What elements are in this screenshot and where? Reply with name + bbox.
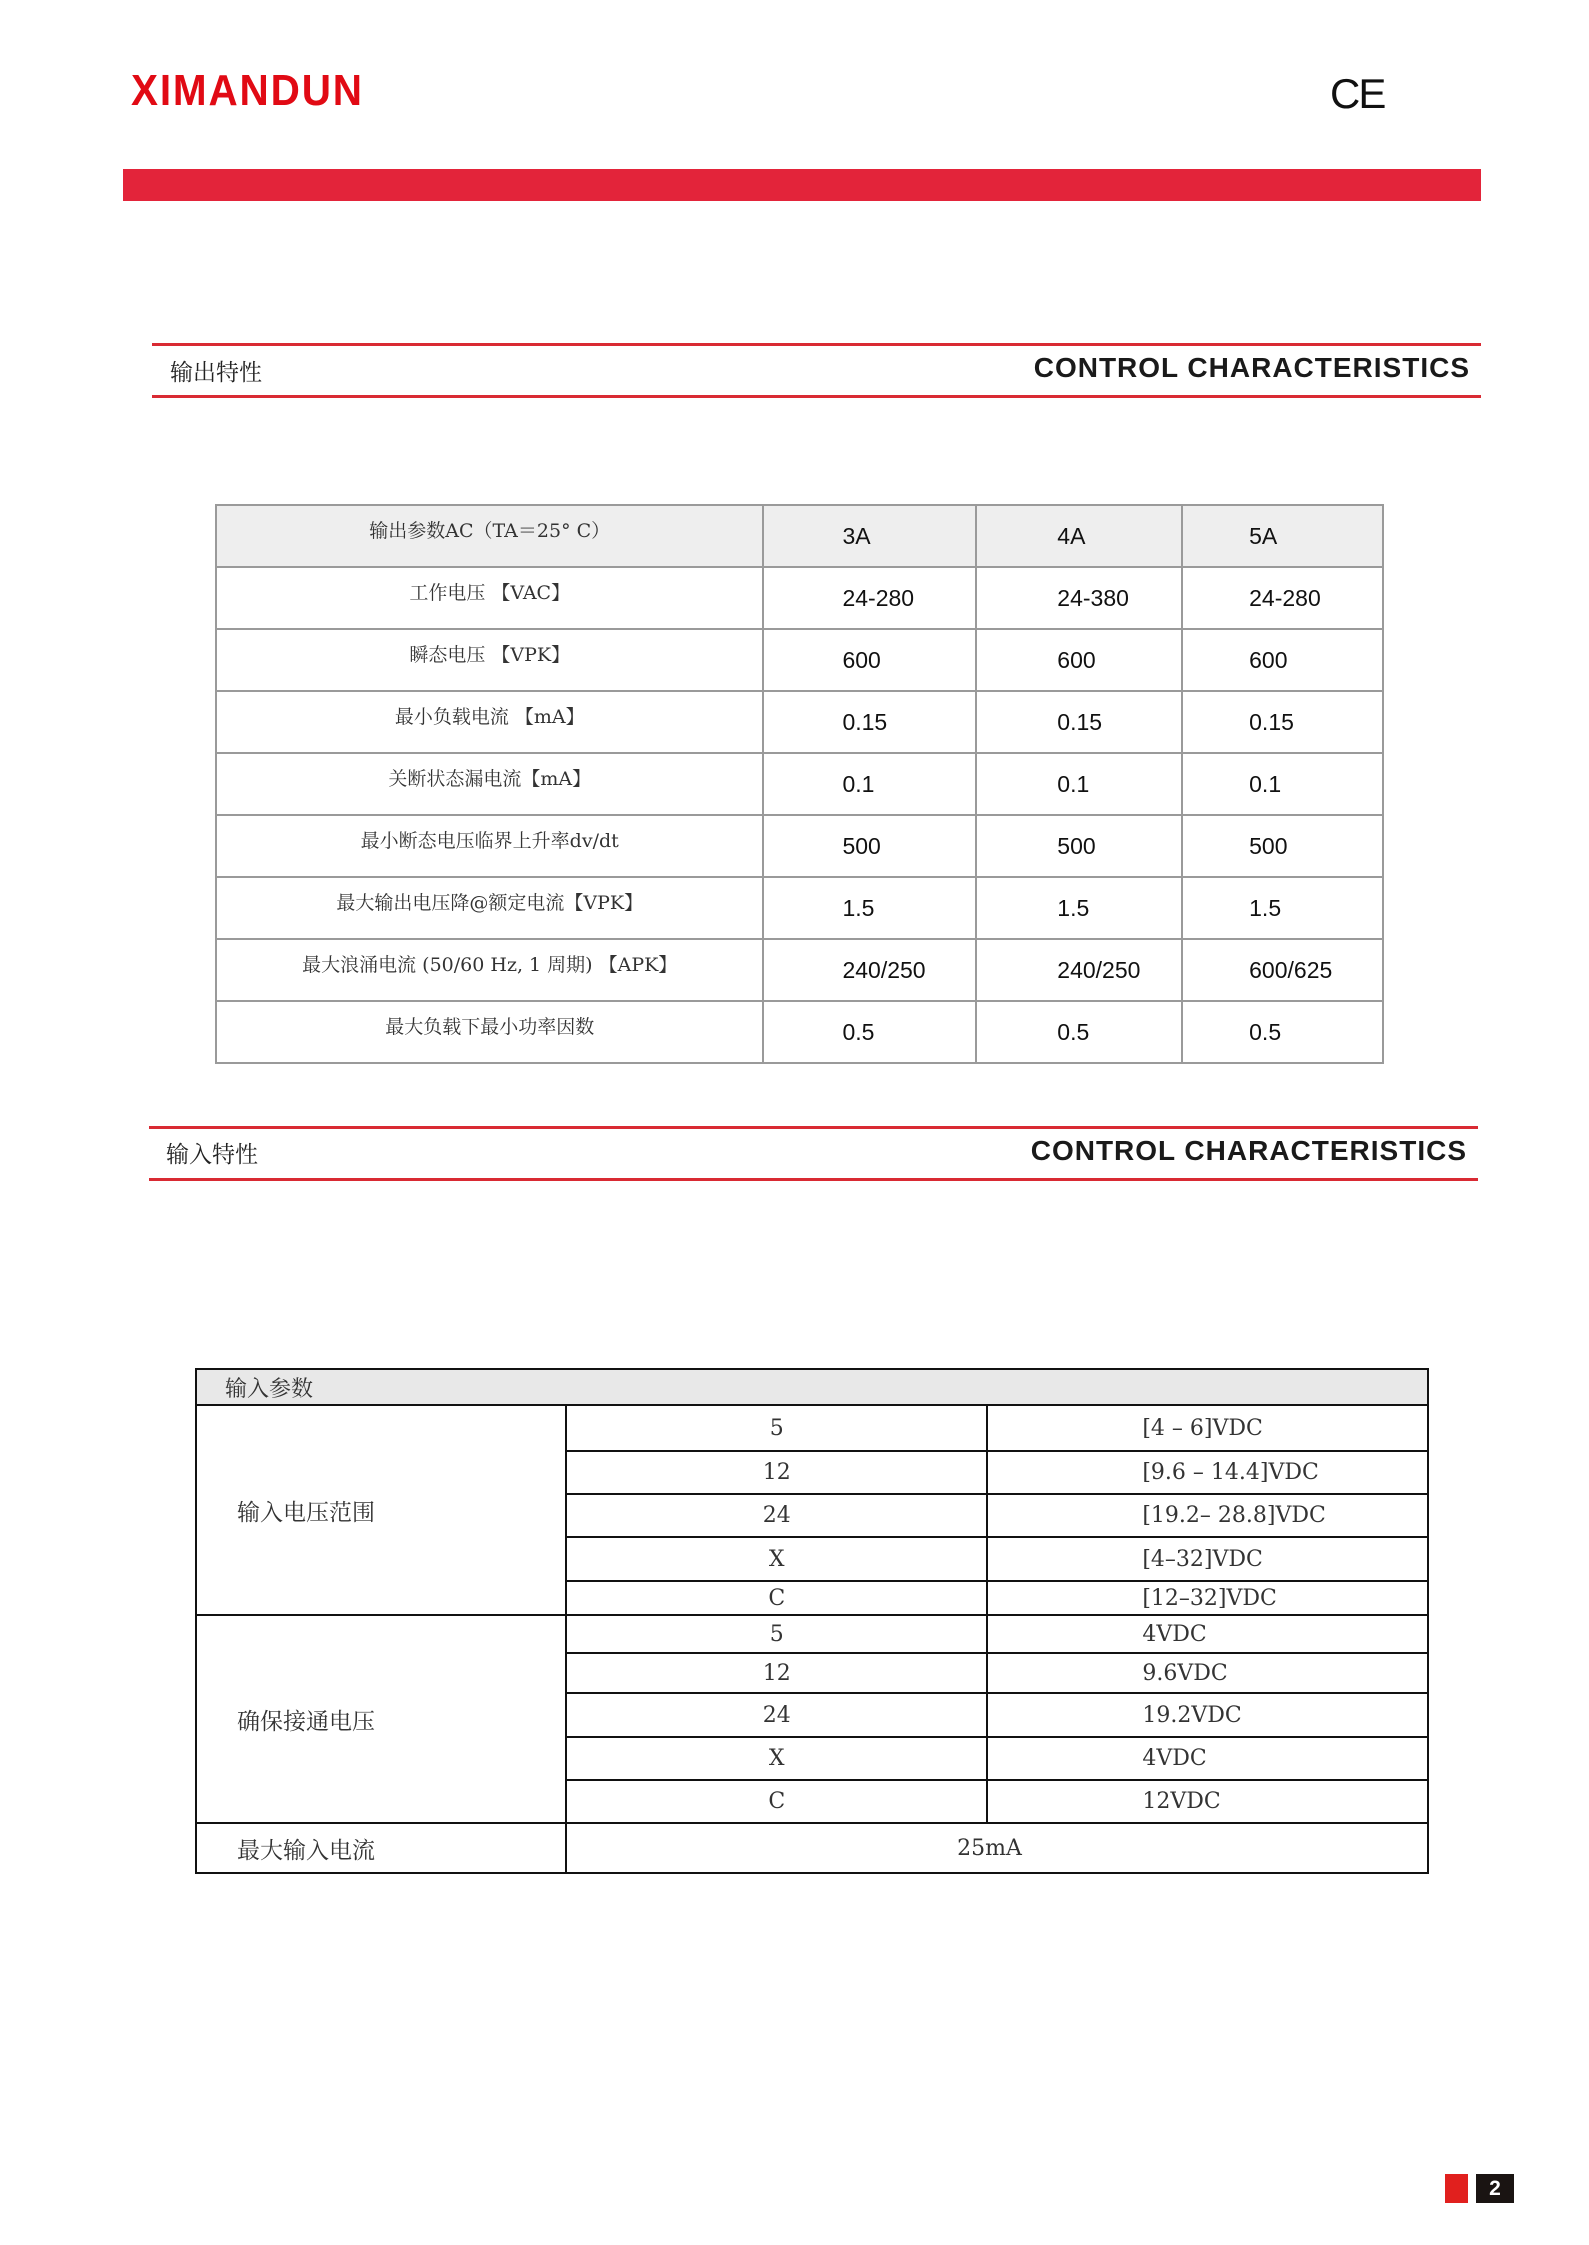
cell-5a: 0.1 — [1182, 753, 1383, 815]
output-parameters-table — [215, 504, 1384, 1064]
section-rule-bottom — [152, 395, 1481, 398]
row-label: 最小负载电流 【mA】 — [216, 691, 763, 753]
cell-4a: 600 — [976, 629, 1182, 691]
page-marker-icon — [1445, 2174, 1468, 2203]
row-label: 关断状态漏电流【mA】 — [216, 753, 763, 815]
code-cell: X — [566, 1537, 987, 1581]
value-cell: 9.6VDC — [987, 1653, 1428, 1693]
cell-4a: 0.5 — [976, 1001, 1182, 1063]
value-cell: [19.2– 28.8]VDC — [987, 1494, 1428, 1537]
table-row — [216, 877, 1383, 939]
cell-4a: 1.5 — [976, 877, 1182, 939]
max-input-current-label: 最大输入电流 — [196, 1823, 566, 1873]
value-cell: 19.2VDC — [987, 1693, 1428, 1737]
cell-3a: 600 — [763, 629, 976, 691]
section-rule-bottom — [149, 1178, 1478, 1181]
cell-4a: 24-380 — [976, 567, 1182, 629]
brand-logo: XIMANDUN — [131, 66, 364, 115]
row-label: 最大输出电压降@额定电流【VPK】 — [216, 877, 763, 939]
table-row — [216, 939, 1383, 1001]
cell-3a: 0.15 — [763, 691, 976, 753]
cell-5a: 0.5 — [1182, 1001, 1383, 1063]
value-cell: [12–32]VDC — [987, 1581, 1428, 1615]
table-row — [196, 1615, 1428, 1653]
cell-5a: 500 — [1182, 815, 1383, 877]
value-cell: 4VDC — [987, 1615, 1428, 1653]
cell-3a: 1.5 — [763, 877, 976, 939]
table-header-row — [196, 1369, 1428, 1405]
cell-5a: 1.5 — [1182, 877, 1383, 939]
header-param-cell: 输出参数AC（TA＝25° C） — [216, 505, 763, 567]
cell-4a: 0.15 — [976, 691, 1182, 753]
code-cell: 12 — [566, 1653, 987, 1693]
cell-3a: 24-280 — [763, 567, 976, 629]
header-3a-cell: 3A — [763, 505, 976, 567]
code-cell: 12 — [566, 1451, 987, 1494]
code-cell: 24 — [566, 1693, 987, 1737]
value-cell: [9.6 – 14.4]VDC — [987, 1451, 1428, 1494]
page-number: 2 — [1476, 2174, 1514, 2203]
row-label: 最小断态电压临界上升率dv/dt — [216, 815, 763, 877]
cell-5a: 24-280 — [1182, 567, 1383, 629]
cell-4a: 500 — [976, 815, 1182, 877]
value-cell: [4 – 6]VDC — [987, 1405, 1428, 1451]
input-section-title-en: CONTROL CHARACTERISTICS — [1030, 1135, 1467, 1166]
code-cell: X — [566, 1737, 987, 1780]
cell-5a: 600 — [1182, 629, 1383, 691]
row-label: 最大浪涌电流 (50/60 Hz, 1 周期) 【APK】 — [216, 939, 763, 1001]
cell-3a: 0.1 — [763, 753, 976, 815]
code-cell: 24 — [566, 1494, 987, 1537]
header-4a-cell: 4A — [976, 505, 1182, 567]
row-label: 最大负载下最小功率因数 — [216, 1001, 763, 1063]
table-row — [216, 753, 1383, 815]
cell-5a: 600/625 — [1182, 939, 1383, 1001]
ce-mark-icon: CE — [1330, 70, 1385, 117]
header-5a-cell: 5A — [1182, 505, 1383, 567]
input-parameters-table — [195, 1368, 1429, 1874]
header-accent-bar — [123, 169, 1481, 201]
table-row — [216, 691, 1383, 753]
cell-3a: 500 — [763, 815, 976, 877]
table-row — [216, 815, 1383, 877]
cell-4a: 0.1 — [976, 753, 1182, 815]
table-row — [196, 1405, 1428, 1451]
table-row — [196, 1823, 1428, 1873]
header-input-params: 输入参数 — [196, 1369, 1428, 1405]
table-header-row — [216, 505, 1383, 567]
code-cell: C — [566, 1581, 987, 1615]
cell-4a: 240/250 — [976, 939, 1182, 1001]
table-row — [216, 629, 1383, 691]
output-section-title-cn: 输出特性 — [170, 360, 262, 386]
code-cell: C — [566, 1780, 987, 1823]
cell-5a: 0.15 — [1182, 691, 1383, 753]
output-section-title-en: CONTROL CHARACTERISTICS — [1033, 352, 1470, 383]
row-label: 瞬态电压 【VPK】 — [216, 629, 763, 691]
input-section-title-cn: 输入特性 — [166, 1142, 258, 1168]
code-cell: 5 — [566, 1615, 987, 1653]
section-rule-top — [149, 1126, 1478, 1129]
group-label-input-voltage-range: 输入电压范围 — [196, 1405, 566, 1615]
row-label: 工作电压 【VAC】 — [216, 567, 763, 629]
value-cell: [4–32]VDC — [987, 1537, 1428, 1581]
table-row — [216, 567, 1383, 629]
code-cell: 5 — [566, 1405, 987, 1451]
section-rule-top — [152, 343, 1481, 346]
max-input-current-value: 25mA — [566, 1823, 1428, 1873]
cell-3a: 240/250 — [763, 939, 976, 1001]
value-cell: 4VDC — [987, 1737, 1428, 1780]
cell-3a: 0.5 — [763, 1001, 976, 1063]
value-cell: 12VDC — [987, 1780, 1428, 1823]
group-label-guaranteed-on-voltage: 确保接通电压 — [196, 1615, 566, 1823]
table-row — [216, 1001, 1383, 1063]
